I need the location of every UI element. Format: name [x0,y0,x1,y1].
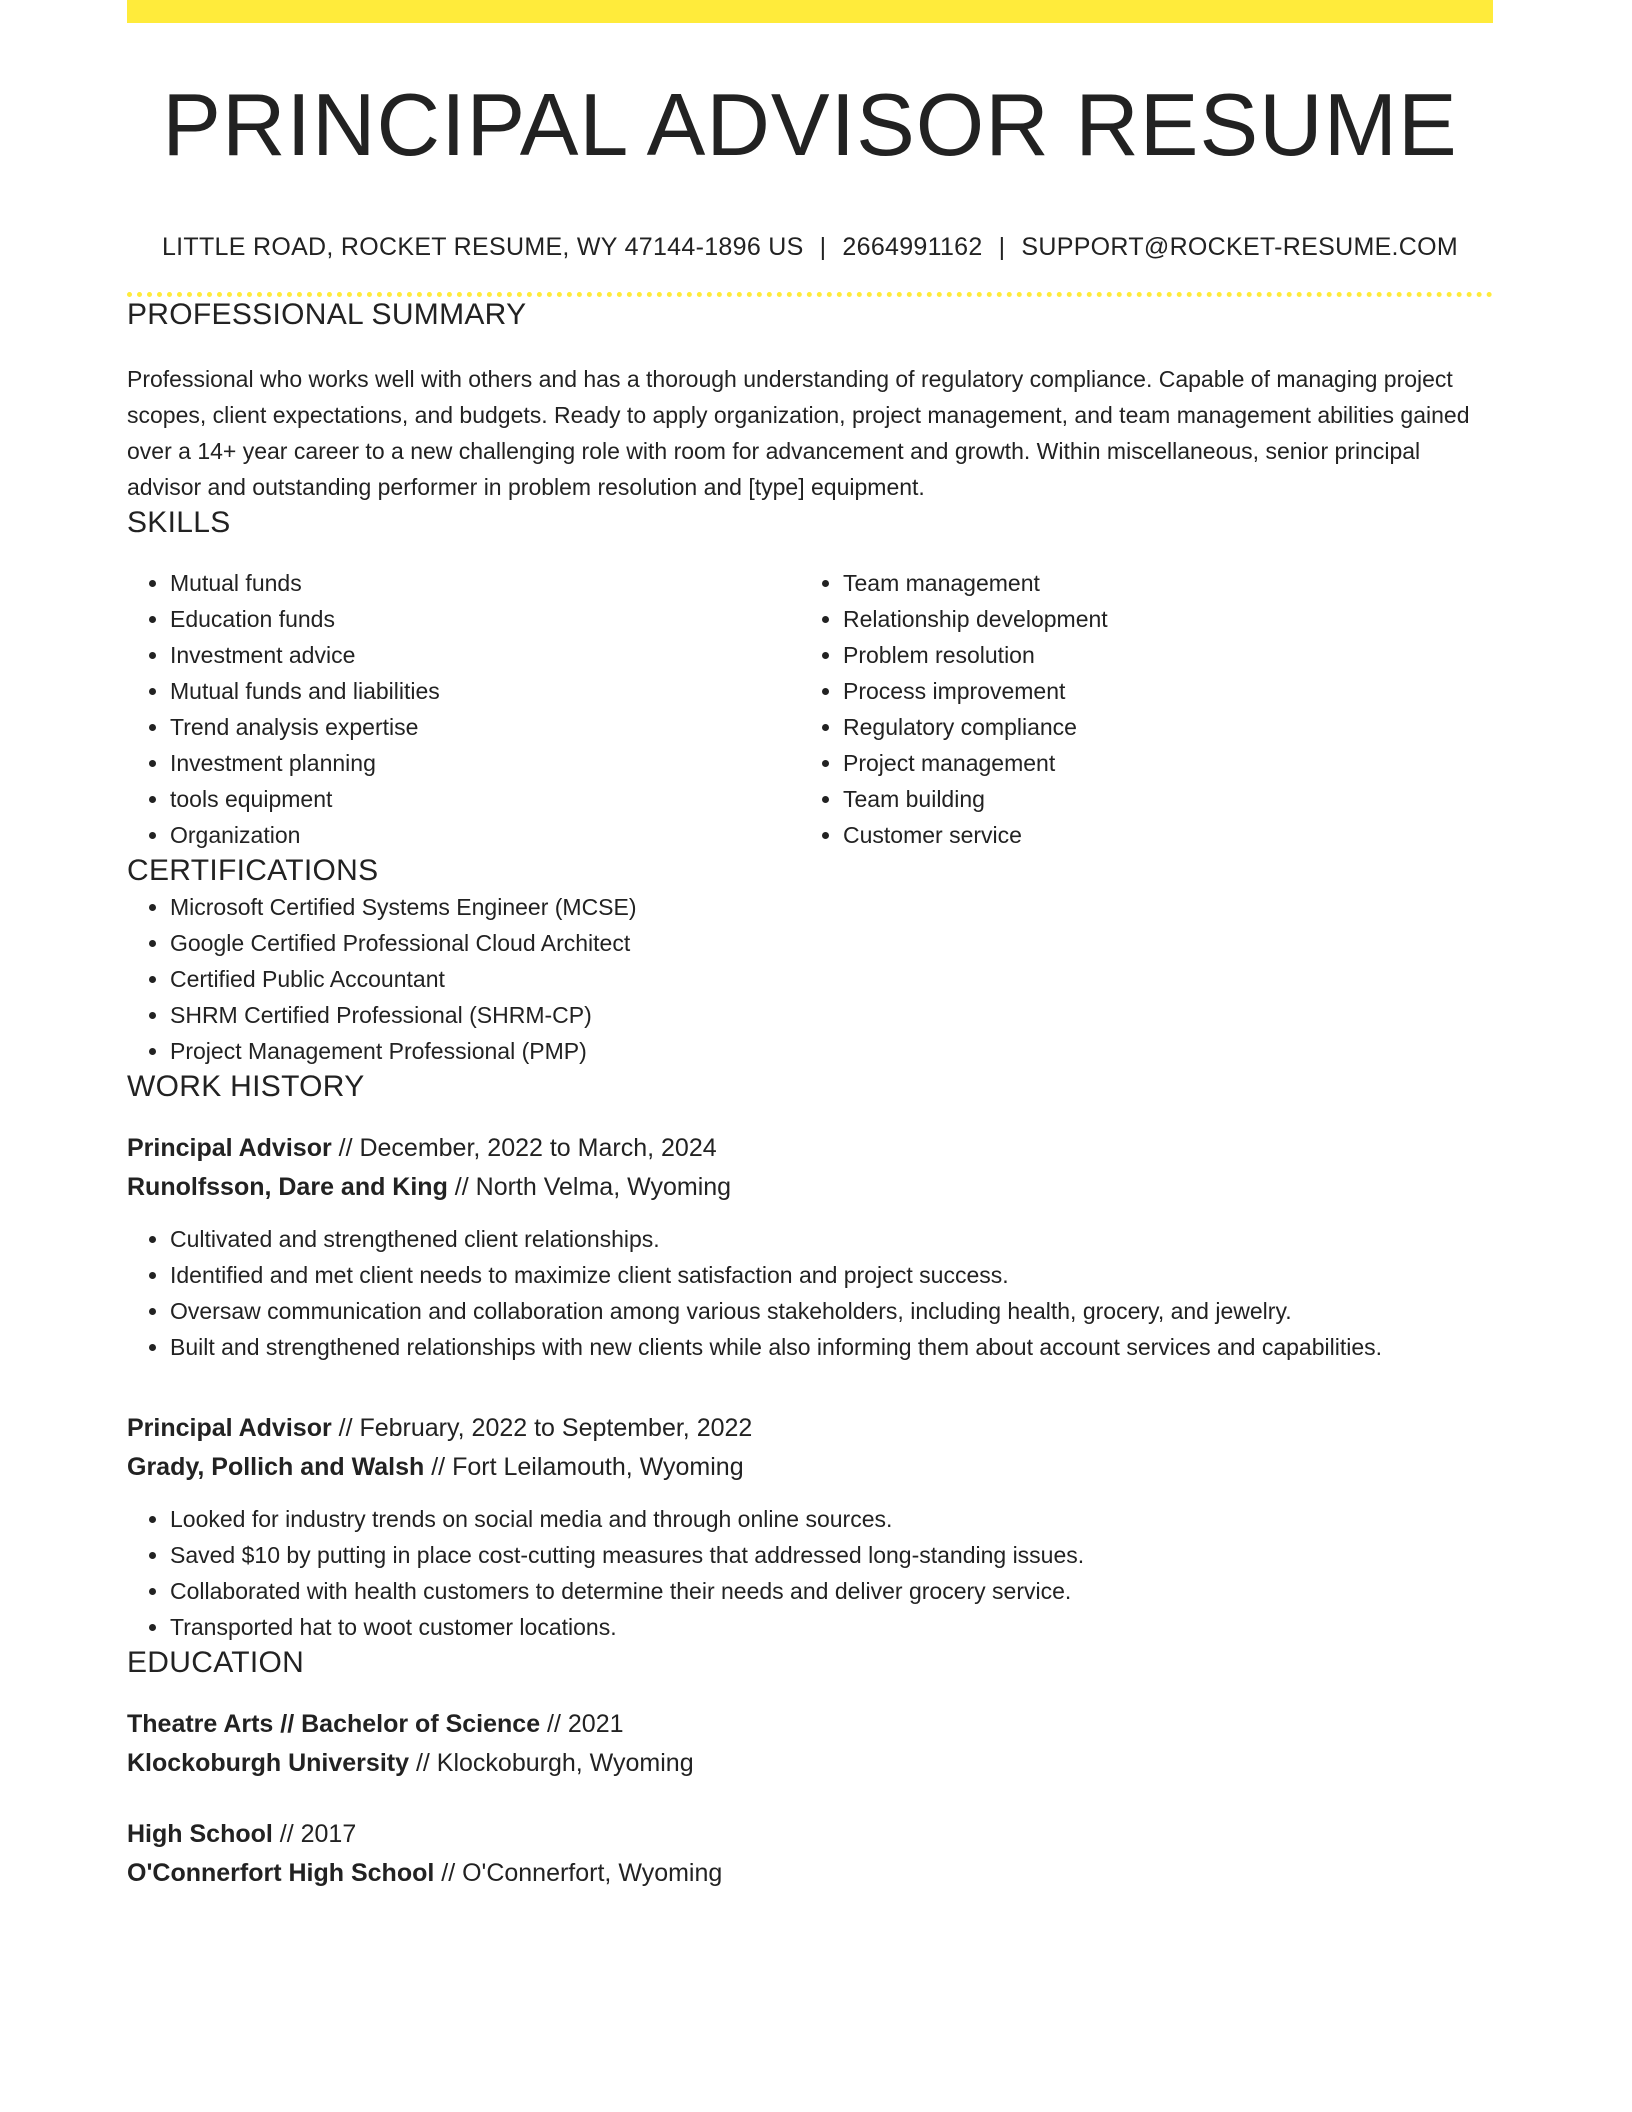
summary-text: Professional who works well with others and has a thorough understanding of regulatory compliance. Capable of managing project scopes, client expectations, and budgets. Ready to apply organization, project management, and team management abilities gained over a 14+ year career to a new challenging role with room for advancement and growth. Within miscellaneous, senior principal advisor and outstanding performer in problem resolution and [type] equipment. [127,366,1470,500]
contact-separator: | [998,233,1006,261]
contact-phone: 2664991162 [842,233,983,261]
job-dates: // December, 2022 to March, 2024 [331,1134,717,1162]
job-bullet: • Oversaw communication and collaboration among various stakeholders, including health, grocery, and jewelry. [170,1293,1493,1329]
job-bullet: • Looked for industry trends on social media and through online sources. [170,1501,1493,1537]
education-location: // O'Connerfort, Wyoming [434,1859,723,1887]
job-title: Principal Advisor [127,1414,332,1442]
skill-item: • Team management [843,565,1473,601]
job-bullets [127,1221,1493,1365]
contact-address: LITTLE ROAD, ROCKET RESUME, WY 47144-1896 US [161,233,804,261]
job-bullet: • Collaborated with health customers to determine their needs and deliver grocery service. [170,1573,1493,1609]
skill-item: • Investment advice [170,637,800,673]
certifications-list [127,889,1493,1069]
skill-item: • tools equipment [170,781,800,817]
education-year: // 2017 [272,1820,357,1848]
work-history-heading: WORK HISTORY [127,1070,365,1103]
job-location: // Fort Leilamouth, Wyoming [424,1453,744,1481]
contact-email: SUPPORT@ROCKET-RESUME.COM [1021,233,1459,261]
education-year: // 2021 [540,1710,624,1738]
certification-item: • SHRM Certified Professional (SHRM-CP) [170,997,1493,1033]
education-degree: Theatre Arts // Bachelor of Science [127,1710,541,1738]
skill-item: • Relationship development [843,601,1473,637]
education-entry [127,1705,1493,1783]
education-school: O'Connerfort High School [127,1859,435,1887]
skill-item: • Organization [170,817,800,853]
skills-grid [127,565,1493,853]
job-dates: // February, 2022 to September, 2022 [331,1414,753,1442]
education-school-line [127,1854,1493,1893]
contact-line [127,233,1493,262]
skill-item: • Problem resolution [843,637,1473,673]
skill-item: • Process improvement [843,673,1473,709]
job-location: // North Velma, Wyoming [447,1173,732,1201]
skill-item: • Customer service [843,817,1473,853]
skill-item: • Mutual funds and liabilities [170,673,800,709]
job-bullet: • Cultivated and strengthened client relationships. [170,1221,1493,1257]
job-title-line [127,1409,1493,1448]
job-title: Principal Advisor [127,1134,332,1162]
summary-heading: PROFESSIONAL SUMMARY [127,298,527,331]
skill-item: • Team building [843,781,1473,817]
skills-column-left [127,565,800,853]
job-company-line [127,1168,1493,1207]
job-bullet: • Identified and met client needs to maximize client satisfaction and project success. [170,1257,1493,1293]
job-company: Grady, Pollich and Walsh [127,1453,425,1481]
resume-content [127,23,1493,1893]
education-heading: EDUCATION [127,1646,305,1679]
education-degree: High School [127,1820,273,1848]
skill-item: • Mutual funds [170,565,800,601]
job-bullet: • Built and strengthened relationships with new clients while also informing them about account services and capabilities. [170,1329,1493,1365]
job-company: Runolfsson, Dare and King [127,1173,448,1201]
skills-column-right [800,565,1473,853]
job-bullet: • Saved $10 by putting in place cost-cutting measures that addressed long-standing issues. [170,1537,1493,1573]
certification-item: • Google Certified Professional Cloud Architect [170,925,1493,961]
education-degree-line [127,1815,1493,1854]
skill-item: • Education funds [170,601,800,637]
education-entry [127,1815,1493,1893]
education-degree-line [127,1705,1493,1744]
education-location: // Klockoburgh, Wyoming [409,1749,694,1777]
certification-item: • Microsoft Certified Systems Engineer (MCSE) [170,889,1493,925]
contact-separator: | [819,233,827,261]
resume-title: PRINCIPAL ADVISOR RESUME [162,75,1458,174]
certification-item: • Project Management Professional (PMP) [170,1033,1493,1069]
top-accent-bar [127,0,1493,23]
skill-item: • Investment planning [170,745,800,781]
job-title-line [127,1129,1493,1168]
skill-item: • Regulatory compliance [843,709,1473,745]
job-entry [127,1129,1493,1365]
job-bullet: • Transported hat to woot customer locations. [170,1609,1493,1645]
skills-heading: SKILLS [127,506,231,539]
job-company-line [127,1448,1493,1487]
education-school: Klockoburgh University [127,1749,409,1777]
skill-item: • Project management [843,745,1473,781]
certifications-heading: CERTIFICATIONS [127,854,379,887]
skill-item: • Trend analysis expertise [170,709,800,745]
education-school-line [127,1744,1493,1783]
job-entry [127,1409,1493,1645]
certification-item: • Certified Public Accountant [170,961,1493,997]
job-bullets [127,1501,1493,1645]
